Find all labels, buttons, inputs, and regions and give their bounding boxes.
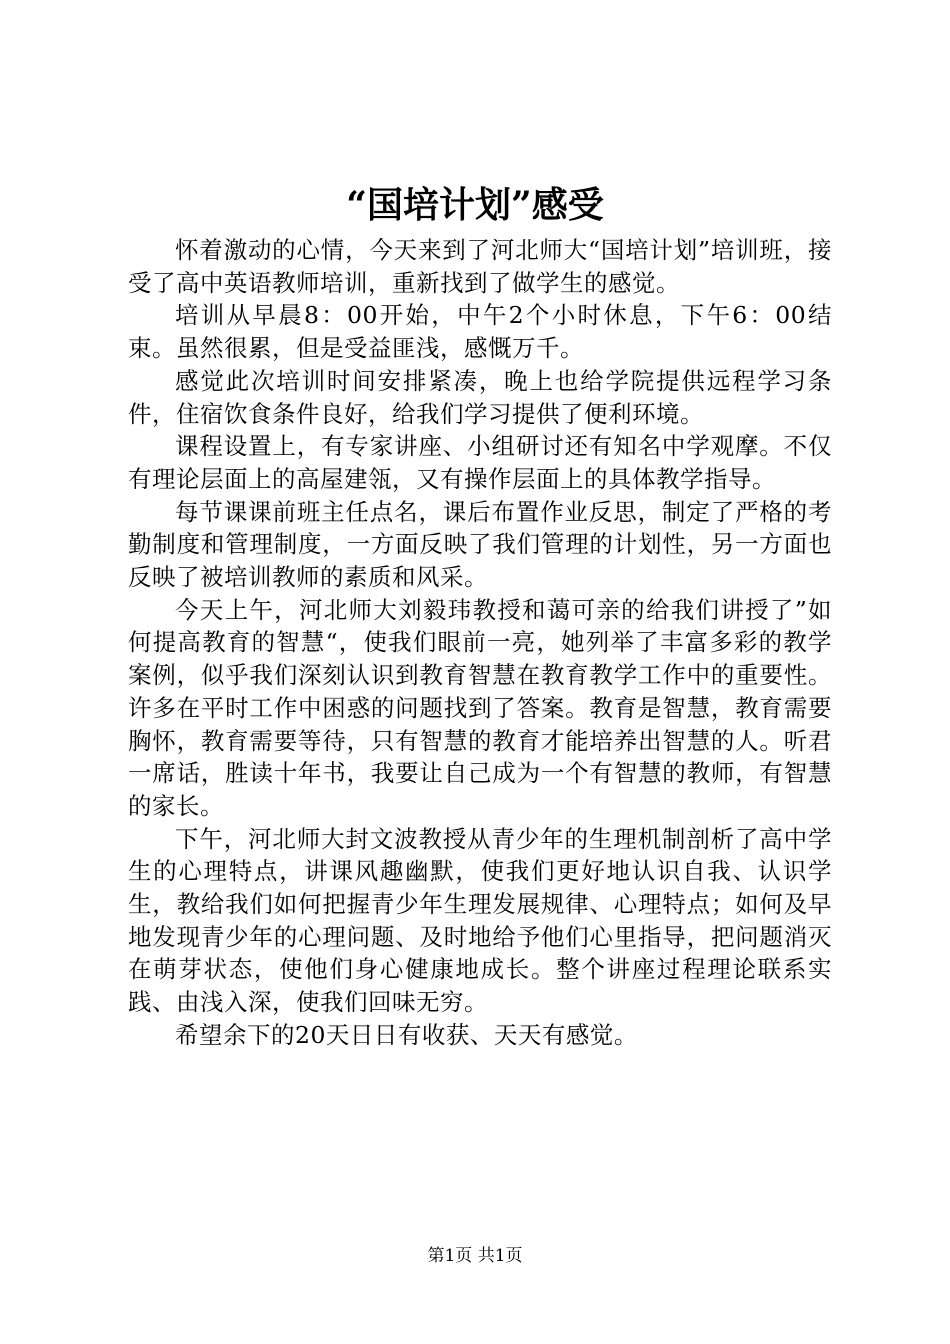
document-body	[128, 234, 832, 1052]
paragraph-management: 每节课课前班主任点名，课后布置作业反思，制定了严格的考勤制度和管理制度，一方面反映了我们管理的计划性，另一方面也反映了被培训教师的素质和风采。	[128, 497, 832, 592]
paragraph-arrangement: 感觉此次培训时间安排紧凑，晚上也给学院提供远程学习条件，住宿饮食条件良好，给我们学习提供了便利环境。	[128, 366, 832, 428]
page-title: “国培计划”感受	[346, 184, 604, 226]
paragraph-schedule: 培训从早晨8：00开始，中午2个小时休息，下午6：00结束。虽然很累，但是受益匪浅，感慨万千。	[128, 301, 832, 363]
paragraph-morning-lecture: 今天上午，河北师大刘毅玮教授和蔼可亲的给我们讲授了”如何提高教育的智慧“，使我们眼前一亮，她列举了丰富多彩的教学案例，似乎我们深刻认识到教育智慧在教育教学工作中的重要性。许多在平时工作中困惑的问题找到了答案。教育是智慧，教育需要胸怀，教育需要等待，只有智慧的教育才能培养出智慧的人。听君一席话，胜读十年书，我要让自己成为一个有智慧的教师，有智慧的家长。	[128, 595, 832, 820]
page-footer: 第1页 共1页	[427, 1246, 523, 1266]
paragraph-intro: 怀着激动的心情，今天来到了河北师大“国培计划”培训班，接受了高中英语教师培训，重新找到了做学生的感觉。	[128, 236, 832, 297]
paragraph-curriculum: 课程设置上，有专家讲座、小组研讨还有知名中学观摩。不仅有理论层面上的高屋建瓴，又有操作层面上的具体教学指导。	[128, 432, 832, 493]
paragraph-afternoon-lecture: 下午，河北师大封文波教授从青少年的生理机制剖析了高中学生的心理特点，讲课风趣幽默，使我们更好地认识自我、认识学生，教给我们如何把握青少年生理发展规律、心理特点；如何及早地发现青少年的心理问题、及时地给予他们心里指导，把问题消灭在萌芽状态，使他们身心健康地成长。整个讲座过程理论联系实践、由浅入深，使我们回味无穷。	[128, 824, 832, 1017]
paragraph-closing: 希望余下的20天日日有收获、天天有感觉。	[175, 1020, 638, 1049]
